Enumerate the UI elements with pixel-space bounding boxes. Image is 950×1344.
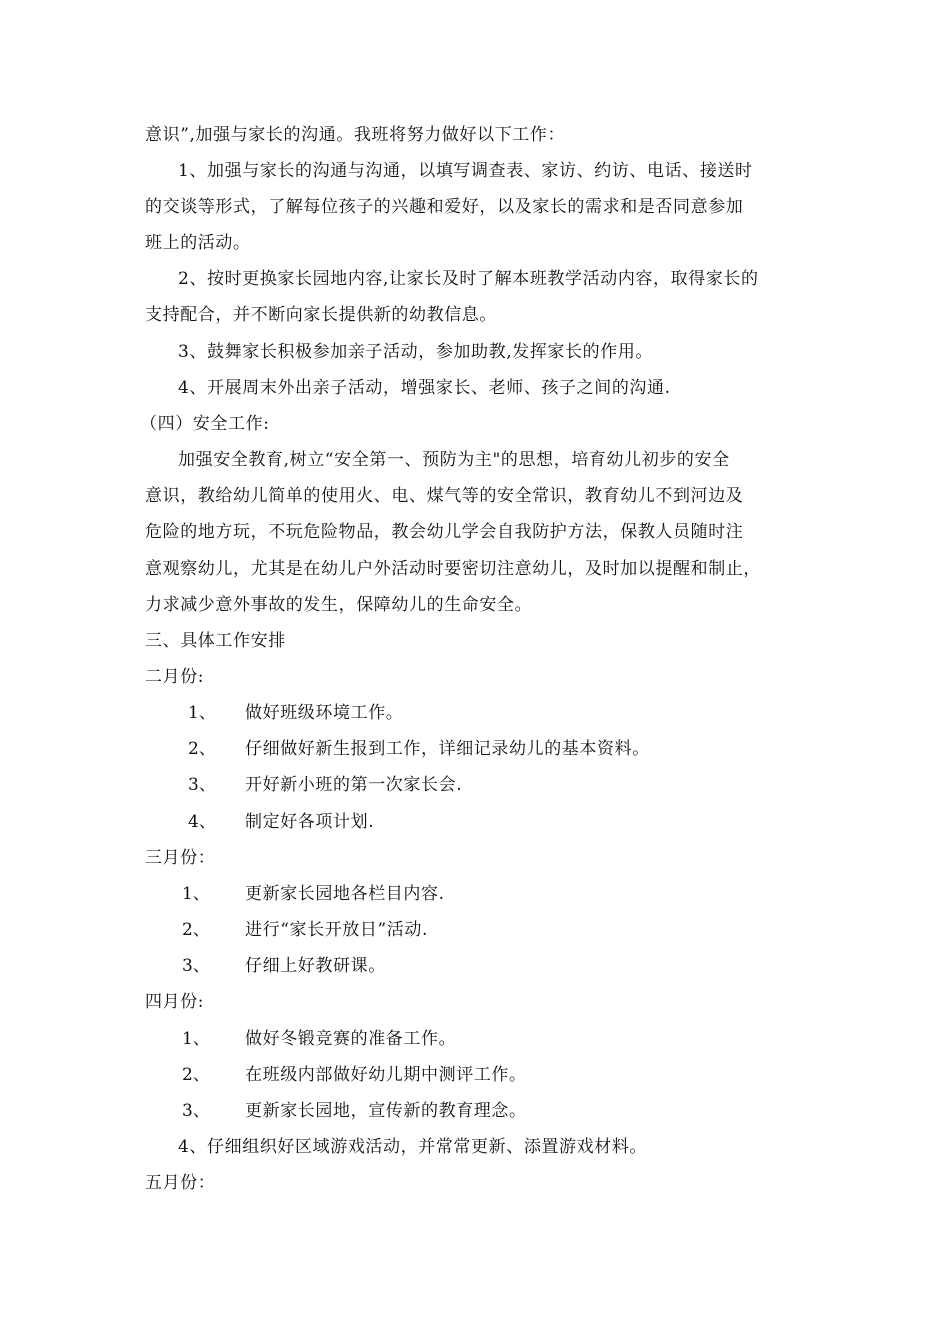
list-number: 2、 — [182, 920, 210, 940]
month-heading: 二月份: — [145, 667, 205, 687]
text-line: 1、加强与家长的沟通与沟通，以填写调查表、家访、约访、电话、接送时 — [178, 161, 753, 181]
list-item: 仔细做好新生报到工作，详细记录幼儿的基本资料。 — [245, 739, 650, 759]
text-line: 3、鼓舞家长积极参加亲子活动，参加助教,发挥家长的作用。 — [178, 342, 654, 362]
text-line: 班上的活动。 — [145, 233, 251, 253]
text-line: 4、开展周末外出亲子活动，增强家长、老师、孩子之间的沟通. — [178, 378, 671, 398]
text-line: 4、仔细组织好区域游戏活动，并常常更新、添置游戏材料。 — [178, 1137, 648, 1157]
list-item: 在班级内部做好幼儿期中测评工作。 — [245, 1065, 527, 1085]
month-heading: 三月份： — [145, 848, 216, 868]
section-heading: 三、具体工作安排 — [145, 631, 286, 651]
text-line: 2、按时更换家长园地内容,让家长及时了解本班教学活动内容，取得家长的 — [178, 269, 759, 289]
month-heading: 五月份： — [145, 1173, 216, 1193]
list-item: 更新家长园地各栏目内容. — [245, 884, 445, 904]
list-number: 3、 — [188, 775, 216, 795]
list-number: 3、 — [182, 956, 210, 976]
list-item: 做好冬锻竞赛的准备工作。 — [245, 1029, 457, 1049]
text-line: 支持配合，并不断向家长提供新的幼教信息。 — [145, 305, 497, 325]
list-item: 做好班级环境工作。 — [245, 703, 404, 723]
list-number: 3、 — [182, 1101, 210, 1121]
list-item: 进行“家长开放日”活动. — [245, 920, 428, 940]
text-line: 意识”,加强与家长的沟通。我班将努力做好以下工作： — [145, 125, 566, 145]
text-line: 意识，教给幼儿简单的使用火、电、煤气等的安全常识，教育幼儿不到河边及 — [145, 486, 744, 506]
text-line: 加强安全教育,树立“安全第一、预防为主"的思想，培育幼儿初步的安全 — [178, 450, 730, 470]
section-heading: （四）安全工作: — [140, 414, 270, 434]
text-line: 力求减少意外事故的发生，保障幼儿的生命安全。 — [145, 595, 533, 615]
list-number: 2、 — [188, 739, 216, 759]
text-line: 意观察幼儿，尤其是在幼儿户外活动时要密切注意幼儿，及时加以提醒和制止， — [145, 559, 761, 579]
list-item: 开好新小班的第一次家长会. — [245, 775, 463, 795]
list-number: 4、 — [188, 812, 216, 832]
list-number: 1、 — [182, 884, 210, 904]
month-heading: 四月份: — [145, 992, 205, 1012]
list-number: 1、 — [182, 1029, 210, 1049]
list-item: 仔细上好教研课。 — [245, 956, 386, 976]
text-line: 的交谈等形式，了解每位孩子的兴趣和爱好，以及家长的需求和是否同意参加 — [145, 197, 744, 217]
list-item: 制定好各项计划. — [245, 812, 375, 832]
text-line: 危险的地方玩，不玩危险物品，教会幼儿学会自我防护方法，保教人员随时注 — [145, 522, 744, 542]
list-number: 2、 — [182, 1065, 210, 1085]
list-number: 1、 — [188, 703, 216, 723]
list-item: 更新家长园地，宣传新的教育理念。 — [245, 1101, 527, 1121]
